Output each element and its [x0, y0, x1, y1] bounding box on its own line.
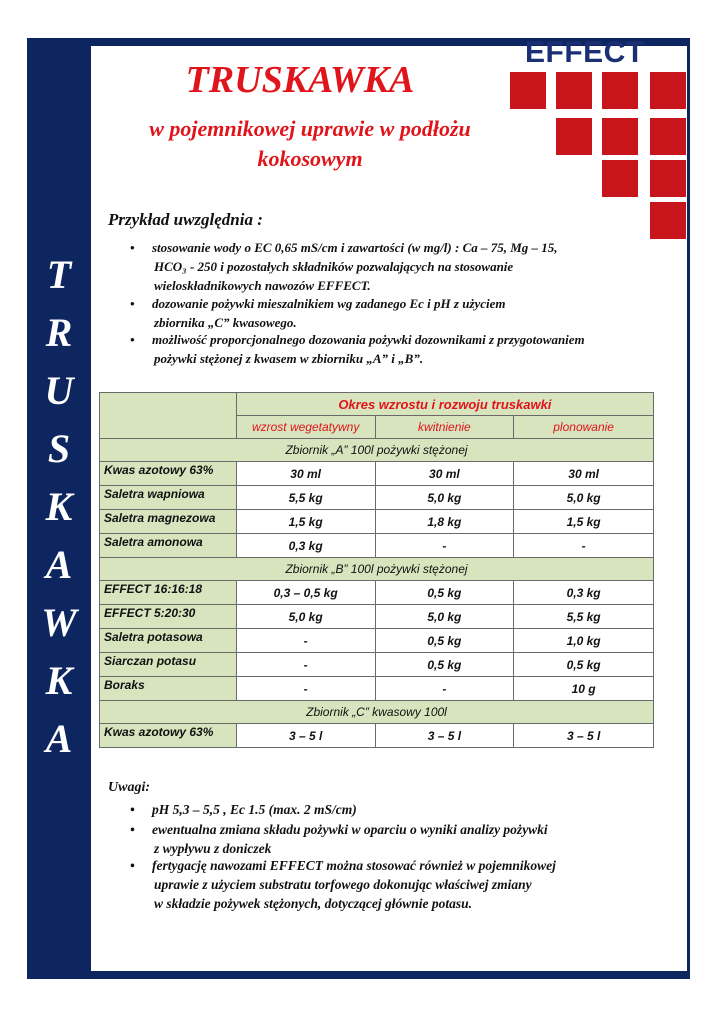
table-cell: 30 ml — [514, 462, 654, 486]
phase-header: kwitnienie — [375, 416, 514, 439]
bullet-text: stosowanie wody o EC 0,65 mS/cm i zawartości (w mg/l) : Ca – 75, Mg – 15, — [152, 240, 558, 255]
tank-section-row — [100, 439, 654, 462]
bullet-text: pożywki stężonej z kwasem w zbiorniku „A” i „B”. — [154, 351, 424, 366]
logo-square — [556, 72, 592, 109]
table-cell: - — [236, 677, 375, 701]
table-cell: 5,0 kg — [375, 486, 514, 510]
table-cell: - — [375, 677, 514, 701]
table-cell: - — [236, 629, 375, 653]
nutrient-table — [99, 392, 654, 748]
bullet-icon: • — [130, 240, 135, 255]
vertical-letter: K — [45, 484, 73, 529]
table-cell: 10 g — [514, 677, 654, 701]
bullet-icon: • — [130, 296, 135, 311]
table-row — [100, 534, 654, 558]
table-row — [100, 653, 654, 677]
row-label: Kwas azotowy 63% — [100, 724, 237, 748]
vertical-letter: A — [45, 542, 73, 587]
tank-a-header: Zbiornik „A” 100l pożywki stężonej — [100, 439, 654, 462]
vertical-letter: A — [45, 716, 73, 761]
logo-square — [602, 118, 638, 155]
row-label: Boraks — [100, 677, 237, 701]
row-label: Saletra potasowa — [100, 629, 237, 653]
table-cell: 5,0 kg — [375, 605, 514, 629]
note-text: z wypływu z doniczek — [154, 841, 272, 856]
table-cell: - — [514, 534, 654, 558]
table-cell: - — [375, 534, 514, 558]
row-label: Siarczan potasu — [100, 653, 237, 677]
row-label: EFFECT 16:16:18 — [100, 581, 237, 605]
bullet-text: HCO₃ - 250 i pozostałych składników pozwalających na stosowanie — [154, 259, 514, 274]
table-corner-cell — [100, 393, 237, 439]
brand-logo: EFFECT — [525, 36, 645, 69]
table-row — [100, 510, 654, 534]
intro-bullet-item — [130, 294, 650, 332]
bullet-text: wieloskładnikowych nawozów EFFECT. — [154, 278, 371, 293]
note-text: w składzie pożywek stężonych, dotyczącej głównie potasu. — [154, 896, 472, 911]
table-row — [100, 724, 654, 748]
vertical-letter: R — [45, 310, 73, 355]
logo-square — [602, 160, 638, 197]
note-text: pH 5,3 – 5,5 , Ec 1.5 (max. 2 mS/cm) — [152, 802, 357, 817]
tank-b-header: Zbiornik „B” 100l pożywki stężonej — [100, 558, 654, 581]
table-header-row — [100, 393, 654, 416]
bullet-text: możliwość proporcjonalnego dozowania pożywki dozownikami z przygotowaniem — [152, 332, 585, 347]
vertical-letter: S — [47, 426, 71, 471]
logo-square — [556, 118, 592, 155]
table-cell: 1,0 kg — [514, 629, 654, 653]
vertical-letter: T — [46, 252, 72, 297]
note-text: ewentualna zmiana składu pożywki w oparciu o wyniki analizy pożywki — [152, 822, 548, 837]
note-text: fertygację nawozami EFFECT można stosować również w pojemnikowej — [152, 858, 556, 873]
intro-heading: Przykład uwzględnia : — [108, 210, 263, 229]
table-cell: 1,5 kg — [514, 510, 654, 534]
vertical-letter: K — [45, 658, 73, 703]
row-label: Saletra wapniowa — [100, 486, 237, 510]
table-cell: 0,5 kg — [375, 629, 514, 653]
bullet-text: zbiornika „C” kwasowego. — [154, 315, 297, 330]
table-cell: - — [236, 653, 375, 677]
tank-c-header: Zbiornik „C” kwasowy 100l — [100, 701, 654, 724]
table-cell: 0,5 kg — [514, 653, 654, 677]
bullet-icon: • — [130, 858, 135, 873]
logo-square — [650, 72, 686, 109]
table-row — [100, 486, 654, 510]
period-header: Okres wzrostu i rozwoju truskawki — [236, 393, 653, 416]
table-cell: 5,5 kg — [236, 486, 375, 510]
row-label: Kwas azotowy 63% — [100, 462, 237, 486]
table-row — [100, 629, 654, 653]
table-cell: 1,5 kg — [236, 510, 375, 534]
table-cell: 0,3 kg — [236, 534, 375, 558]
bullet-icon: • — [130, 822, 135, 837]
table-cell: 3 – 5 l — [236, 724, 375, 748]
subtitle-line: kokosowym — [257, 146, 363, 171]
table-cell: 30 ml — [375, 462, 514, 486]
note-text: uprawie z użyciem substratu torfowego dokonując właściwej zmiany — [154, 877, 532, 892]
table-cell: 0,5 kg — [375, 653, 514, 677]
vertical-title — [27, 246, 91, 768]
table-cell: 1,8 kg — [375, 510, 514, 534]
intro-bullet-item — [130, 330, 650, 368]
logo-square — [510, 72, 546, 109]
bullet-icon: • — [130, 802, 135, 817]
table-cell: 0,5 kg — [375, 581, 514, 605]
note-bullet-item — [130, 856, 650, 913]
table-row — [100, 462, 654, 486]
table-cell: 5,0 kg — [514, 486, 654, 510]
table-cell: 3 – 5 l — [375, 724, 514, 748]
table-row — [100, 581, 654, 605]
bullet-icon: • — [130, 332, 135, 347]
bullet-text: dozowanie pożywki mieszalnikiem wg zadanego Ec i pH z użyciem — [152, 296, 506, 311]
logo-square — [650, 160, 686, 197]
vertical-letter: W — [41, 600, 77, 645]
page-subtitle — [100, 114, 520, 174]
table-cell: 5,5 kg — [514, 605, 654, 629]
phase-header: wzrost wegetatywny — [236, 416, 375, 439]
logo-square — [650, 118, 686, 155]
row-label: EFFECT 5:20:30 — [100, 605, 237, 629]
row-label: Saletra amonowa — [100, 534, 237, 558]
table-cell: 5,0 kg — [236, 605, 375, 629]
table-cell: 0,3 kg — [514, 581, 654, 605]
phase-header: plonowanie — [514, 416, 654, 439]
row-label: Saletra magnezowa — [100, 510, 237, 534]
page-title: TRUSKAWKA — [185, 59, 415, 101]
table-row — [100, 677, 654, 701]
logo-square — [602, 72, 638, 109]
logo-square — [650, 202, 686, 239]
note-bullet-item — [130, 800, 650, 819]
vertical-letter: U — [44, 368, 74, 413]
subtitle-line: w pojemnikowej uprawie w podłożu — [149, 116, 471, 141]
table-row — [100, 605, 654, 629]
table-cell: 3 – 5 l — [514, 724, 654, 748]
notes-heading: Uwagi: — [108, 780, 150, 795]
tank-section-row — [100, 701, 654, 724]
tank-section-row — [100, 558, 654, 581]
note-bullet-item — [130, 820, 650, 858]
table-cell: 0,3 – 0,5 kg — [236, 581, 375, 605]
table-cell: 30 ml — [236, 462, 375, 486]
intro-bullet-item — [130, 238, 650, 295]
